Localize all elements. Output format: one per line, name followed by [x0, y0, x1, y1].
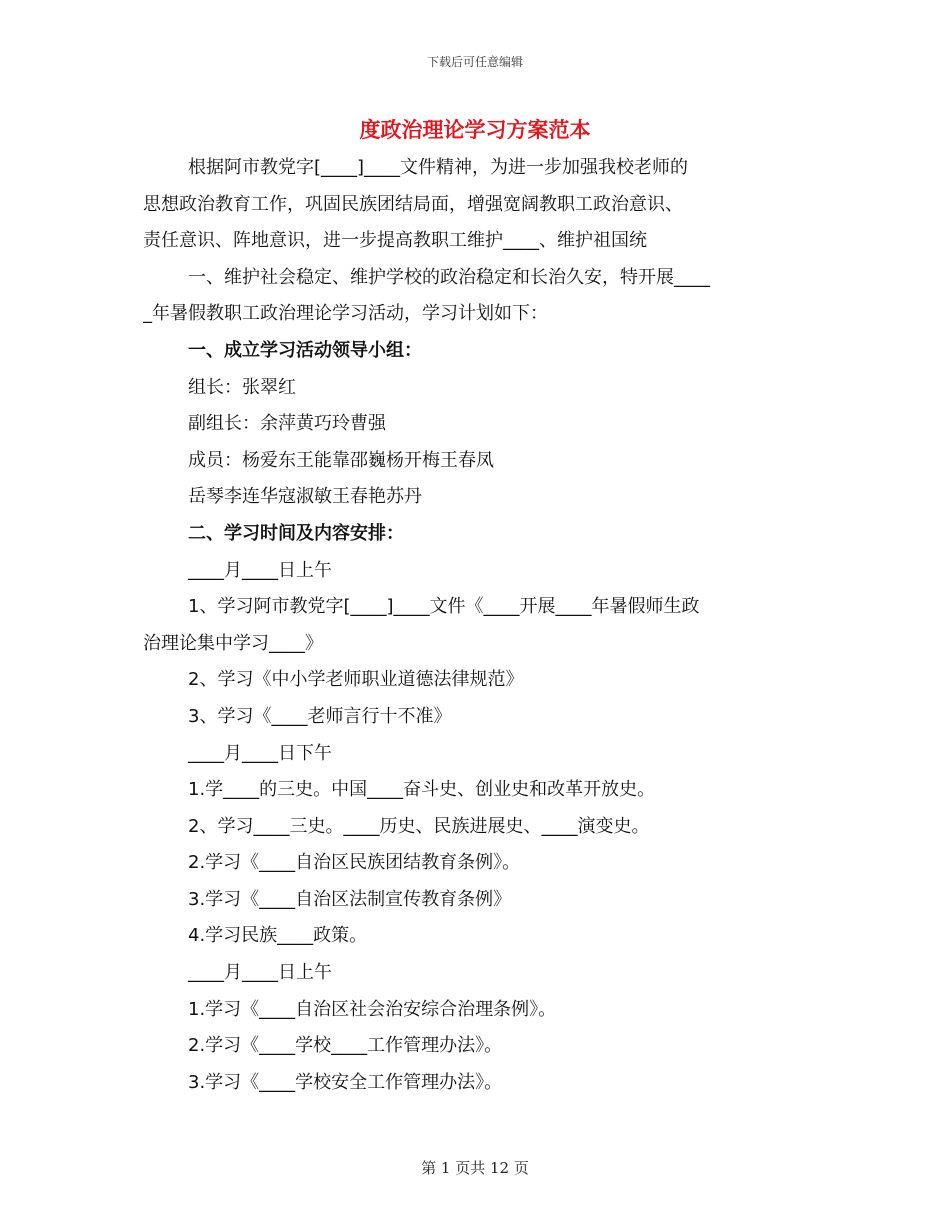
text-line: 4.学习民族____政策。 — [188, 925, 368, 947]
page-footer: 第 1 页共 12 页 — [421, 1159, 529, 1177]
text-line: ____月____日下午 — [188, 742, 332, 764]
text-line: 2、学习____三史。____历史、民族进展史、____演变史。 — [188, 815, 650, 837]
text-line: ____月____日上午 — [188, 559, 332, 581]
section-heading: 一、成立学习活动领导小组： — [188, 339, 422, 361]
document-body — [143, 150, 811, 1101]
text-line: 1.学习《____自治区社会治安综合治理条例》。 — [188, 998, 557, 1020]
text-line: 副组长：余萍黄巧玲曹强 — [188, 413, 386, 435]
text-line: 2.学习《____学校____工作管理办法》。 — [188, 1035, 503, 1057]
text-line: _年暑假教职工政治理论学习活动，学习计划如下： — [143, 303, 548, 325]
text-line: 根据阿市教党字[____]____文件精神，为进一步加强我校老师的 — [188, 157, 689, 178]
text-line: 3.学习《____学校安全工作管理办法》。 — [188, 1071, 503, 1093]
text-line: 治理论集中学习____》 — [143, 632, 323, 654]
text-line: 3、学习《____老师言行十不准》 — [188, 705, 452, 727]
text-line: 1、学习阿市教党字[____]____文件《____开展____年暑假师生政 — [188, 596, 700, 618]
text-line: 2.学习《____自治区民族团结教育条例》。 — [188, 852, 521, 874]
text-line: 一、维护社会稳定、维护学校的政治稳定和长治久安，特开展____ — [188, 266, 710, 288]
text-line: 3.学习《____自治区法制宣传教育条例》 — [188, 888, 512, 910]
text-line: 组长：张翠红 — [188, 376, 296, 398]
text-line: 责任意识、阵地意识，进一步提高教职工维护____、维护祖国统 — [143, 230, 647, 252]
text-line: 1.学____的三史。中国____奋斗史、创业史和改革开放史。 — [188, 779, 656, 801]
document-title: 度政治理论学习方案范本 — [359, 117, 591, 142]
text-line: 成员：杨爱东王能靠邵巍杨开梅王春凤 — [188, 449, 494, 471]
text-line: 岳琴李连华寇淑敏王春艳苏丹 — [188, 486, 422, 508]
text-line: ____月____日上午 — [188, 962, 332, 984]
page-header: 下载后可任意编辑 — [426, 55, 523, 69]
section-heading: 二、学习时间及内容安排： — [188, 522, 404, 544]
text-line: 2、学习《中小学老师职业道德法律规范》 — [188, 669, 524, 691]
text-line: 思想政治教育工作，巩固民族团结局面，增强宽阔教职工政治意识、 — [143, 193, 683, 215]
